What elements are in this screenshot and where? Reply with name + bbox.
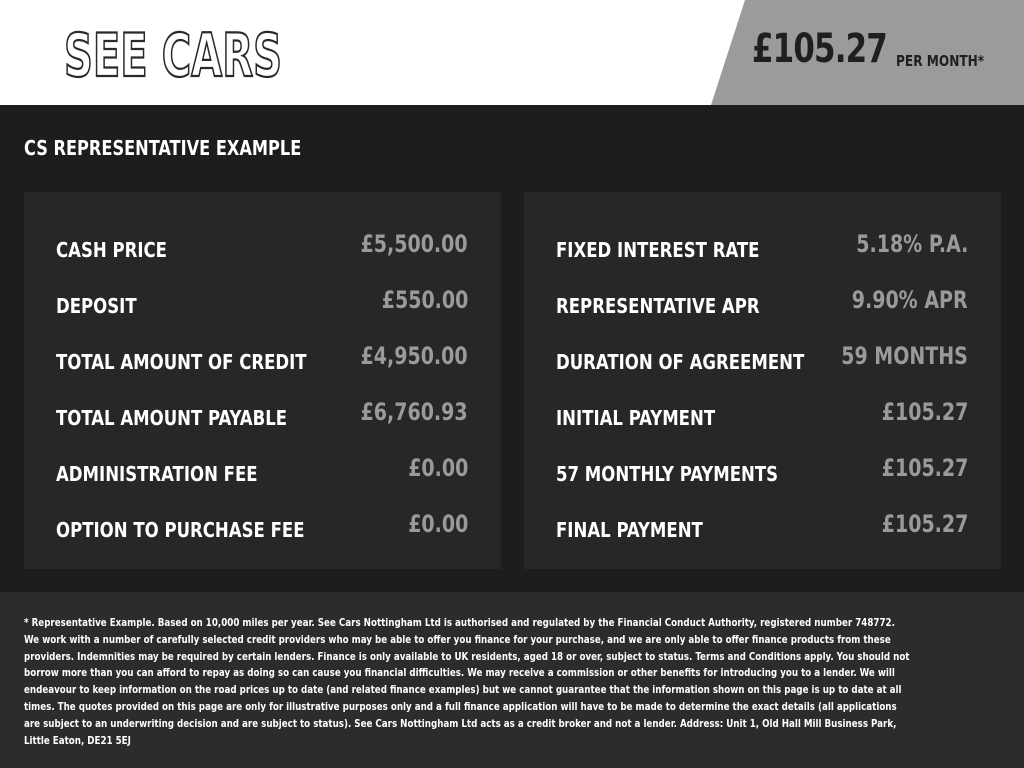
finance-row-duration [556,342,968,376]
finance-row-final-payment [556,510,968,544]
finance-row-fixed-interest-rate [556,230,968,264]
row-label: ADMINISTRATION FEE [56,462,258,486]
row-label: DEPOSIT [56,294,137,318]
row-value: £6,760.93 [361,398,468,426]
finance-row-total-payable [56,398,468,432]
row-value: £550.00 [381,286,468,314]
section-title: CS REPRESENTATIVE EXAMPLE [24,136,302,160]
row-value: £105.27 [881,510,968,538]
row-label: OPTION TO PURCHASE FEE [56,518,305,542]
row-value: £0.00 [407,454,468,482]
row-label: TOTAL AMOUNT OF CREDIT [56,350,307,374]
finance-row-deposit [56,286,468,320]
row-label: TOTAL AMOUNT PAYABLE [56,406,288,430]
row-value: £4,950.00 [361,342,468,370]
finance-disclaimer: * Representative Example. Based on 10,000 miles per year. See Cars Nottingham Ltd is authorised and regulated by the Financial Conduct Authority, registered number 748772. We work with a number of carefully selected credit providers who may be able to offer you finance for your purchase, and we are only able to offer finance products from these providers. Indemnities may be required by certain lenders. Finance is only available to UK residents, aged 18 or over, subject to status. Terms and Conditions apply. You should not borrow more than you can afford to repay as doing so can cause you financial difficulties. We may receive a commission or other benefits for introducing you to a lender. We will endeavour to keep information on the road prices up to date (and related finance examples) but we cannot guarantee that the information shown on this page is up to date at all times. The quotes provided on this page are only for illustrative purposes only and a full finance application will have to be made to determine the exact details (all applications are subject to an underwriting decision and are subject to status). See Cars Nottingham Ltd acts as a credit broker and not a lender. Address: Unit 1, Old Hall Mill Business Park, Little Eaton, DE21 5EJ [24,616,910,747]
row-label: 57 MONTHLY PAYMENTS [556,462,779,486]
row-label: INITIAL PAYMENT [556,406,716,430]
row-label: REPRESENTATIVE APR [556,294,760,318]
finance-panel-left [24,192,501,569]
finance-panel-right [524,192,1001,569]
row-value: 5.18% P.A. [855,230,968,258]
finance-row-total-credit [56,342,468,376]
finance-row-cash-price [56,230,468,264]
representative-example-section [0,105,1024,592]
finance-row-admin-fee [56,454,468,488]
row-value: 9.90% APR [852,286,968,314]
finance-row-representative-apr [556,286,968,320]
row-value: £105.27 [881,454,968,482]
row-value: 59 MONTHS [841,342,968,370]
finance-row-option-to-purchase-fee [56,510,468,544]
row-value: £105.27 [881,398,968,426]
footer [0,592,1024,768]
monthly-price-suffix: PER MONTH* [896,52,985,70]
monthly-price-amount: £105.27 [752,26,887,72]
row-label: CASH PRICE [56,238,167,262]
finance-row-initial-payment [556,398,968,432]
row-label: FIXED INTEREST RATE [556,238,760,262]
row-value: £0.00 [407,510,468,538]
row-label: DURATION OF AGREEMENT [556,350,805,374]
header [0,0,1024,105]
see-cars-logo [62,16,286,91]
row-value: £5,500.00 [361,230,468,258]
finance-row-monthly-payments [556,454,968,488]
logo-text: SEE CARS [64,21,282,91]
row-label: FINAL PAYMENT [556,518,703,542]
